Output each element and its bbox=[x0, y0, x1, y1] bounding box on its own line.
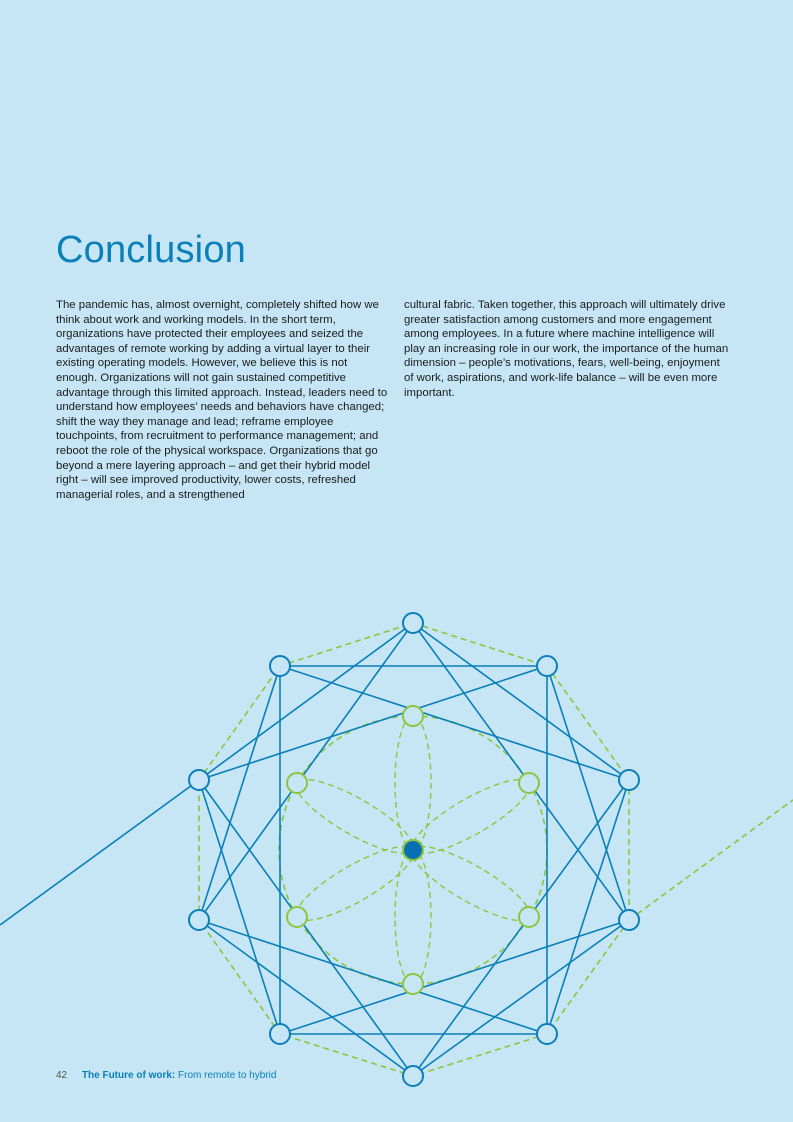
network-node bbox=[403, 1066, 423, 1086]
body-paragraph-left: The pandemic has, almost overnight, completely shifted how we think about work and working models. In the short term, organizations have protected their employees and seized the advantages of remote working by adding a virtual layer to their existing operating models. However, we believe this is not enough. Organizations will not gain sustained competitive advantage through this limited approach. Instead, leaders need to understand how employees’ needs and behaviors have changed; shift the way they manage and lead; reframe employee touchpoints, from recruitment to performance management; and reboot the role of the physical workspace. Organizations that go beyond a mere layering approach – and get their hybrid model right – will see improved productivity, lower costs, refreshed managerial roles, and a strengthened bbox=[56, 299, 388, 501]
inner-node bbox=[403, 706, 423, 726]
network-node bbox=[270, 1024, 290, 1044]
network-node bbox=[403, 613, 423, 633]
network-node bbox=[537, 1024, 557, 1044]
decorative-tail-line-blue bbox=[0, 780, 199, 925]
inner-node bbox=[287, 773, 307, 793]
network-node bbox=[537, 656, 557, 676]
network-node bbox=[189, 910, 209, 930]
decorative-tail-line-green bbox=[629, 800, 793, 920]
network-node bbox=[189, 770, 209, 790]
center-node bbox=[403, 840, 423, 860]
inner-node bbox=[519, 907, 539, 927]
page-title: Conclusion bbox=[56, 229, 246, 271]
body-paragraph-right: cultural fabric. Taken together, this approach will ultimately drive greater satisfaction among customers and more engagement among employees. In a future where machine intelligence will play an increasing role in our work, the importance of the human dimension – people’s motivations, fears, well-being, enjoyment of work, aspirations, and work-life balance – will be even more important. bbox=[404, 299, 729, 399]
network-node bbox=[619, 770, 639, 790]
inner-node bbox=[519, 773, 539, 793]
network-node bbox=[270, 656, 290, 676]
page-number: 42 bbox=[56, 1070, 68, 1081]
page-footer bbox=[56, 1070, 276, 1081]
inner-node bbox=[287, 907, 307, 927]
footer-report-subtitle: From remote to hybrid bbox=[175, 1070, 277, 1081]
inner-node bbox=[403, 974, 423, 994]
network-node bbox=[619, 910, 639, 930]
footer-report-title: The Future of work: bbox=[81, 1070, 176, 1081]
